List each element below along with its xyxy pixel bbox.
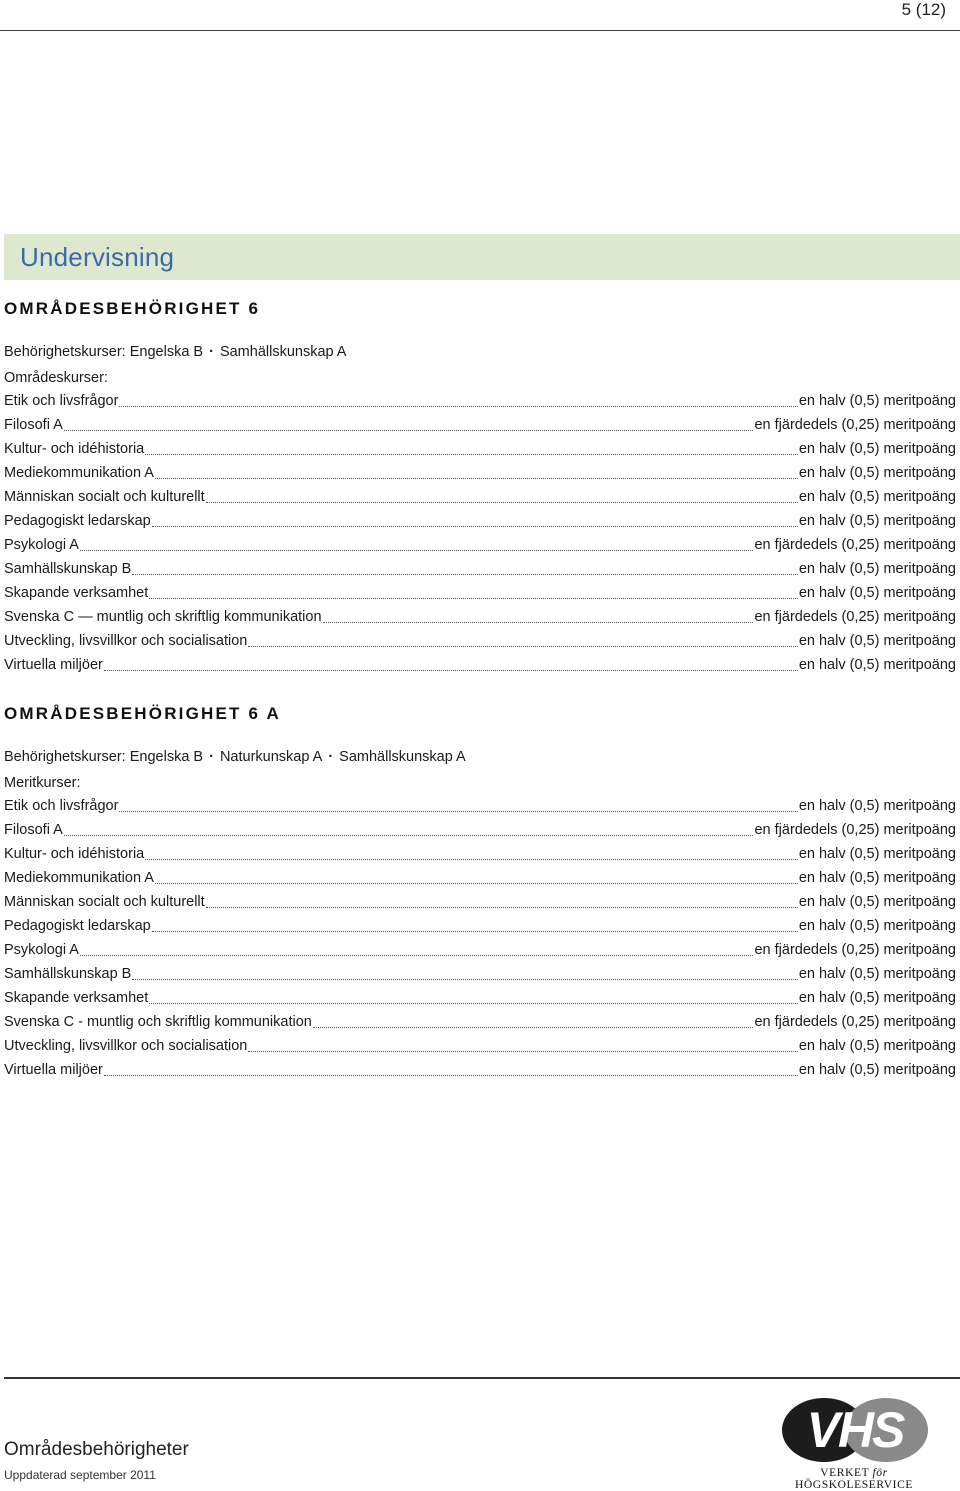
dot-leader (248, 646, 797, 647)
dot-leader (149, 598, 798, 599)
course-name: Etik och livsfrågor (4, 393, 119, 409)
dot-leader (155, 478, 798, 479)
requirement-course: Samhällskunskap A (219, 344, 347, 360)
course-row (4, 1058, 956, 1082)
dot-leader (132, 979, 797, 980)
course-row (4, 461, 956, 485)
course-merit: en halv (0,5) meritpoäng (798, 870, 956, 886)
dot-leader (206, 502, 798, 503)
course-row (4, 818, 956, 842)
dot-leader (145, 859, 798, 860)
course-name: Psykologi A (4, 537, 79, 553)
course-name: Pedagogiskt ledarskap (4, 918, 151, 934)
course-row (4, 653, 956, 677)
course-name: Samhällskunskap B (4, 966, 132, 982)
course-row (4, 437, 956, 461)
course-merit: en halv (0,5) meritpoäng (798, 1062, 956, 1078)
requirement-course: Engelska B (129, 749, 204, 765)
dot-leader (104, 1075, 798, 1076)
dot-leader (152, 526, 798, 527)
course-merit: en halv (0,5) meritpoäng (798, 966, 956, 982)
dot-leader (104, 670, 798, 671)
course-row (4, 629, 956, 653)
course-merit: en halv (0,5) meritpoäng (798, 846, 956, 862)
bullet-separator: · (328, 749, 334, 765)
requirement-course: Engelska B (129, 344, 204, 360)
course-name: Virtuella miljöer (4, 657, 103, 673)
bullet-separator: · (209, 749, 214, 765)
course-row (4, 914, 956, 938)
tagline-for: för (872, 1467, 888, 1479)
dot-leader (145, 454, 798, 455)
list-label: Meritkurser: (4, 775, 81, 791)
course-name: Mediekommunikation A (4, 870, 154, 886)
section-heading: OMRÅDESBEHÖRIGHET 6 (4, 299, 261, 318)
course-list (4, 794, 956, 1082)
course-name: Pedagogiskt ledarskap (4, 513, 151, 529)
course-row (4, 605, 956, 629)
course-name: Mediekommunikation A (4, 465, 154, 481)
course-merit: en halv (0,5) meritpoäng (798, 489, 956, 505)
course-row (4, 986, 956, 1010)
course-name: Människan socialt och kulturellt (4, 894, 205, 910)
course-merit: en halv (0,5) meritpoäng (798, 513, 956, 529)
course-name: Filosofi A (4, 417, 63, 433)
course-name: Kultur- och idéhistoria (4, 441, 145, 457)
course-name: Kultur- och idéhistoria (4, 846, 145, 862)
course-row (4, 1010, 956, 1034)
dot-leader (313, 1027, 754, 1028)
title-band (4, 234, 960, 280)
course-row (4, 389, 956, 413)
course-row (4, 962, 956, 986)
course-row (4, 413, 956, 437)
course-row (4, 533, 956, 557)
bullet-separator: · (209, 344, 214, 360)
page-title: Undervisning (20, 242, 175, 272)
footer-updated-date: Uppdaterad september 2011 (4, 1468, 156, 1482)
course-name: Skapande verksamhet (4, 585, 149, 601)
course-name: Utveckling, livsvillkor och socialisation (4, 1038, 248, 1054)
course-merit: en fjärdedels (0,25) meritpoäng (754, 609, 956, 625)
course-merit: en halv (0,5) meritpoäng (798, 918, 956, 934)
footer-title: Områdesbehörigheter (4, 1439, 189, 1460)
logo-letters: VHS (806, 1402, 904, 1458)
requirement-course: Naturkunskap A (219, 749, 323, 765)
dot-leader (152, 931, 798, 932)
course-merit: en halv (0,5) meritpoäng (798, 561, 956, 577)
course-row (4, 866, 956, 890)
course-row (4, 557, 956, 581)
course-merit: en halv (0,5) meritpoäng (798, 798, 956, 814)
course-merit: en halv (0,5) meritpoäng (798, 441, 956, 457)
dot-leader (155, 883, 798, 884)
course-list (4, 389, 956, 677)
dot-leader (80, 550, 754, 551)
dot-leader (323, 622, 754, 623)
course-merit: en halv (0,5) meritpoäng (798, 633, 956, 649)
tagline-hogskoleservice: HÖGSKOLESERVICE (795, 1479, 913, 1491)
course-row (4, 485, 956, 509)
course-merit: en halv (0,5) meritpoäng (798, 465, 956, 481)
bottom-divider (4, 1377, 960, 1379)
dot-leader (149, 1003, 798, 1004)
course-row (4, 842, 956, 866)
dot-leader (119, 811, 797, 812)
tagline-verket: VERKET (820, 1467, 870, 1479)
dot-leader (248, 1051, 797, 1052)
course-merit: en fjärdedels (0,25) meritpoäng (754, 942, 956, 958)
course-merit: en halv (0,5) meritpoäng (798, 585, 956, 601)
requirement-label: Behörighetskurser: (4, 344, 126, 360)
course-merit: en halv (0,5) meritpoäng (798, 657, 956, 673)
section-omradesbehorighet-6a (4, 702, 956, 1082)
course-name: Virtuella miljöer (4, 1062, 103, 1078)
top-divider (0, 30, 960, 31)
course-name: Etik och livsfrågor (4, 798, 119, 814)
course-row (4, 509, 956, 533)
list-label: Områdeskurser: (4, 370, 108, 386)
dot-leader (64, 430, 754, 431)
course-name: Filosofi A (4, 822, 63, 838)
course-merit: en fjärdedels (0,25) meritpoäng (754, 417, 956, 433)
course-merit: en fjärdedels (0,25) meritpoäng (754, 1014, 956, 1030)
logo-tagline (760, 1467, 948, 1491)
course-name: Utveckling, livsvillkor och socialisation (4, 633, 248, 649)
course-merit: en halv (0,5) meritpoäng (798, 894, 956, 910)
course-row (4, 581, 956, 605)
dot-leader (132, 574, 797, 575)
requirement-courses (4, 746, 956, 768)
course-merit: en fjärdedels (0,25) meritpoäng (754, 537, 956, 553)
section-heading: OMRÅDESBEHÖRIGHET 6 A (4, 704, 281, 723)
course-name: Människan socialt och kulturellt (4, 489, 205, 505)
course-merit: en halv (0,5) meritpoäng (798, 990, 956, 1006)
dot-leader (119, 406, 797, 407)
course-name: Samhällskunskap B (4, 561, 132, 577)
course-merit: en halv (0,5) meritpoäng (798, 393, 956, 409)
course-name: Psykologi A (4, 942, 79, 958)
dot-leader (64, 835, 754, 836)
course-name: Skapande verksamhet (4, 990, 149, 1006)
requirement-label: Behörighetskurser: (4, 749, 126, 765)
dot-leader (80, 955, 754, 956)
page-number: 5 (12) (901, 0, 946, 19)
course-row (4, 938, 956, 962)
section-omradesbehorighet-6 (4, 297, 956, 677)
course-row (4, 890, 956, 914)
requirement-course: Samhällskunskap A (339, 749, 466, 765)
course-row (4, 794, 956, 818)
course-merit: en halv (0,5) meritpoäng (798, 1038, 956, 1054)
course-row (4, 1034, 956, 1058)
requirement-courses (4, 341, 956, 363)
course-name: Svenska C — muntlig och skriftlig kommunikation (4, 609, 322, 625)
dot-leader (206, 907, 798, 908)
course-name: Svenska C - muntlig och skriftlig kommunikation (4, 1014, 312, 1030)
course-merit: en fjärdedels (0,25) meritpoäng (754, 822, 956, 838)
